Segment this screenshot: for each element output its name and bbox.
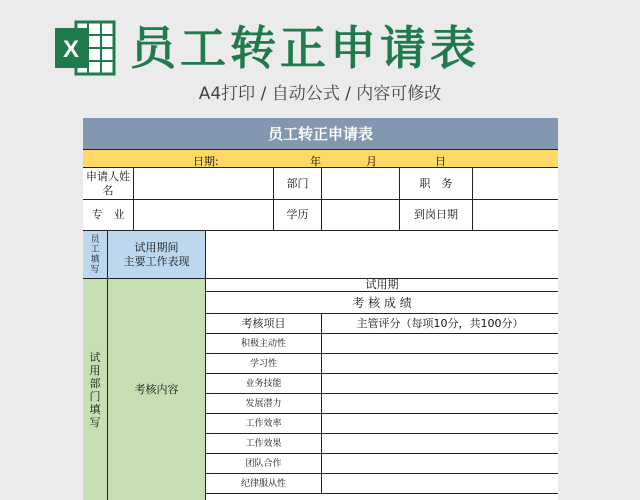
item-score-field[interactable] (322, 334, 558, 354)
item-score-field[interactable] (322, 454, 558, 474)
probation-work-field[interactable] (206, 231, 558, 279)
page-header (0, 0, 640, 118)
probation-work-label: 试用期间 主要工作表现 (108, 231, 206, 279)
position-field[interactable] (473, 168, 558, 200)
item-label: 业务技能 (206, 374, 322, 394)
start-date-label: 到岗日期 (400, 200, 473, 231)
education-label: 学历 (274, 200, 322, 231)
page-subtitle: A4打印 / 自动公式 / 内容可修改 (198, 84, 442, 104)
item-label: 团队合作 (206, 454, 322, 474)
date-label: 日期: (193, 155, 219, 168)
major-field[interactable] (134, 200, 274, 231)
supervisor-score-header: 主管评分（每项10分，共100分） (322, 314, 558, 334)
start-date-field[interactable] (473, 200, 558, 231)
education-field[interactable] (322, 200, 400, 231)
item-score-field[interactable] (322, 354, 558, 374)
assessment-content-label: 考核内容 (108, 279, 206, 500)
item-score-field[interactable] (322, 394, 558, 414)
probation-dept-fill-label: 试 用 部 门 填 写 (83, 279, 108, 500)
page-title: 员工转正申请表 (130, 21, 480, 75)
item-label: 工作效率 (206, 414, 322, 434)
item-score-field[interactable] (322, 374, 558, 394)
employee-fill-label: 员 工 填 写 (83, 231, 108, 279)
day-label: 日 (435, 155, 446, 168)
applicant-name-label: 申请人姓名 (83, 168, 134, 200)
item-label: 工作效果 (206, 434, 322, 454)
department-field[interactable] (322, 168, 400, 200)
item-label: 纪律服从性 (206, 474, 322, 494)
excel-icon (54, 19, 116, 77)
department-label: 部门 (274, 168, 322, 200)
item-label: 学习性 (206, 354, 322, 374)
item-score-field[interactable] (322, 434, 558, 454)
item-label: 积极主动性 (206, 334, 322, 354)
excel-logo-letter: X (62, 36, 80, 63)
assessment-results-header: 考 核 成 绩 (206, 292, 558, 314)
form-sheet (83, 118, 558, 500)
year-label: 年 (310, 155, 321, 168)
major-label: 专 业 (83, 200, 134, 231)
date-row (83, 150, 558, 168)
form-title: 员工转正申请表 (83, 118, 558, 150)
month-label: 月 (366, 155, 377, 168)
applicant-name-field[interactable] (134, 168, 274, 200)
probation-period-header: 试用期 (206, 279, 558, 292)
item-score-field[interactable] (322, 474, 558, 494)
item-score-field[interactable] (322, 414, 558, 434)
item-label: 发展潜力 (206, 394, 322, 414)
position-label: 职 务 (400, 168, 473, 200)
assessment-item-header: 考核项目 (206, 314, 322, 334)
